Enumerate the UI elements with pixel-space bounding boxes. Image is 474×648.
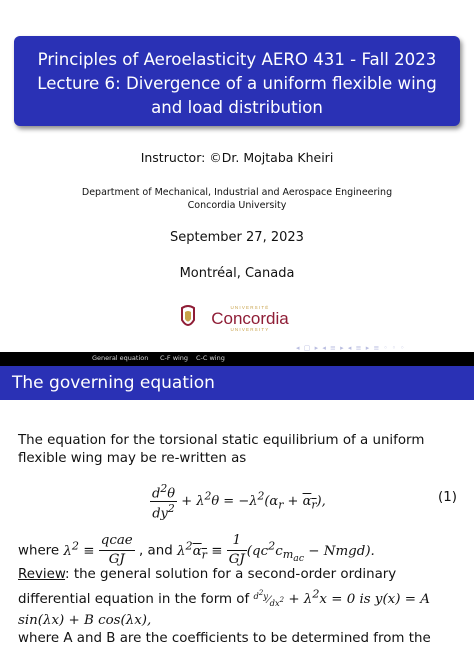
title-box bbox=[14, 36, 460, 126]
review-text: : the general solution for a second-order ordinary differential equation in the form of bbox=[18, 567, 397, 608]
affiliation bbox=[0, 186, 474, 212]
nav-item-general-equation[interactable]: General equation bbox=[92, 354, 149, 362]
nav-item-cf-wing[interactable]: C-F wing bbox=[160, 354, 189, 362]
intro-paragraph: The equation for the torsional static equilibrium of a uniform flexible wing may be re-written as bbox=[18, 433, 425, 466]
where-line: where $\lambda^2$ ≡ $\frac{\text{qcae}}{GJ}$ , and $\lambda^2\alpha_r$ ≡ $\frac{1}{GJ}$ ($qc^2c_{m_{ac}}$ − Nmgd). bbox=[18, 533, 375, 567]
beamer-nav-controls[interactable]: ◂ ▢ ▸ ◂ ≡ ▸ ◂ ≡ ▸ ≡ ◦ ◦ ◦ bbox=[296, 344, 406, 352]
university: Concordia University bbox=[187, 200, 287, 211]
logo-bottom-text: UNIVERSITY bbox=[230, 327, 270, 332]
review-tail: where A and B are the coefficients to be determined from the bbox=[18, 631, 431, 647]
review-paragraph: Review: the general solution for a second-order ordinary differential equation in the form of $^{d^2y}⁄_{dx^2} + \lambda^2x = 0$ is y(x) = A sin(λx) + B cos(λx), where A and B are the coefficients to be determined from the bbox=[18, 567, 431, 647]
title-line-2: Lecture 6: Divergence of a uniform flexible wing bbox=[37, 74, 437, 93]
logo-crest-inner-icon bbox=[185, 311, 191, 322]
frame-title: The governing equation bbox=[0, 366, 474, 400]
content-slide bbox=[0, 352, 474, 647]
concordia-logo bbox=[178, 300, 302, 334]
lecture-date: September 27, 2023 bbox=[170, 230, 304, 245]
logo-name-text: Concordia bbox=[211, 309, 289, 328]
nav-item-cc-wing[interactable]: C-C wing bbox=[196, 354, 225, 362]
lecture-place: Montréal, Canada bbox=[179, 266, 295, 281]
equation-number: (1) bbox=[438, 490, 457, 505]
equation-1: $\frac{d^2\theta}{dy^2}$ + $\lambda^2\theta = -\lambda^2(\alpha_r + \alpha_r)$, bbox=[152, 482, 326, 522]
where-label: where bbox=[18, 543, 60, 559]
title-line-1: Principles of Aeroelasticity AERO 431 - Fall 2023 bbox=[37, 50, 437, 69]
department: Department of Mechanical, Industrial and Aerospace Engineering bbox=[81, 187, 393, 198]
section-navbar bbox=[0, 352, 474, 366]
review-label: Review bbox=[18, 567, 66, 582]
instructor: Instructor: ©Dr. Mojtaba Kheiri bbox=[140, 150, 334, 165]
title-line-3: and load distribution bbox=[151, 98, 323, 117]
logo-top-text: UNIVERSITÉ bbox=[230, 305, 270, 310]
